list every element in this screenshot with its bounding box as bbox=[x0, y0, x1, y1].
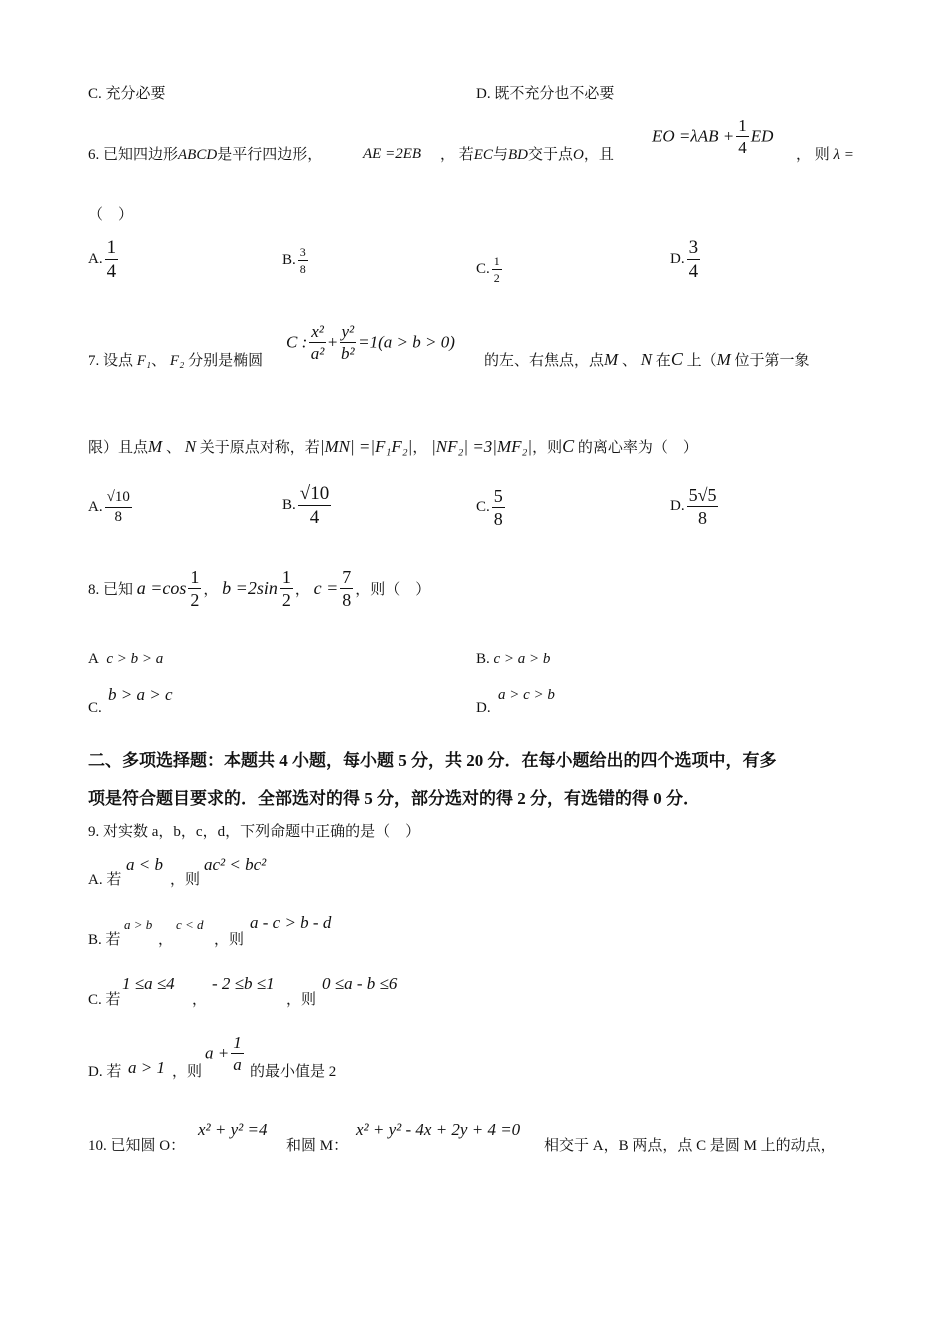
q9-d-then: ，则 bbox=[172, 1064, 203, 1080]
q9-d-frac: $\frac{1}{a}$ bbox=[233, 1033, 242, 1074]
q7-option-c: C. $\frac{5}{8}$ bbox=[476, 486, 503, 529]
q7-option-b: B. $\frac{√10}{4}$ bbox=[282, 483, 330, 528]
q10-circle-o: x² + y² =4 bbox=[198, 1120, 268, 1139]
q6-c-frac: $\frac{1}{2}$ bbox=[493, 254, 500, 285]
q5-option-c: C. 充分必要 bbox=[88, 86, 166, 102]
q8-a-frac: $\frac{1}{2}$ bbox=[190, 567, 200, 610]
q8-option-a: A c > b > a bbox=[88, 651, 164, 667]
q10-stem-a: 10. 已知圆 O： bbox=[88, 1138, 186, 1154]
q9-c-cond2: - 2 ≤b ≤1 bbox=[212, 974, 275, 993]
q9-a-result: ac² < bc² bbox=[204, 855, 267, 874]
q10-stem-c: 相交于 A，B 两点，点 C 是圆 M 上的动点， bbox=[544, 1138, 836, 1154]
q6-text: ， 则 bbox=[796, 147, 830, 163]
q6-paren: （ ） bbox=[88, 207, 134, 223]
q6-option-c: C. $\frac{1}{2}$ bbox=[476, 254, 500, 285]
q9-d-tail: 的最小值是 2 bbox=[250, 1064, 337, 1080]
section2-line1: 二、多项选择题：本题共 4 小题，每小题 5 分，共 20 分．在每小题给出的四个选项中，有多 bbox=[88, 751, 777, 770]
q9-option-b-label: B. 若 bbox=[88, 932, 121, 948]
q9-b-result: a - c > b - d bbox=[250, 913, 332, 932]
q10-circle-m: x² + y² - 4x + 2y + 4 =0 bbox=[356, 1120, 521, 1139]
q6-text: 6. 已知四边形 bbox=[88, 147, 179, 163]
q7-f1: F₁ bbox=[136, 353, 152, 369]
q9-d-expression: a + $\frac{1}{a}$ bbox=[205, 1033, 242, 1074]
q8-option-c: b > a > c bbox=[108, 685, 173, 704]
q6-option-a: A. $\frac{1}{4}$ bbox=[88, 237, 117, 282]
q9-b-cond2: c < d bbox=[176, 917, 204, 932]
q9-c-then: ，则 bbox=[286, 992, 317, 1008]
q6-o: O bbox=[572, 147, 584, 163]
q6-text: ，且 bbox=[583, 147, 614, 163]
q9-b-then: ，则 bbox=[214, 932, 245, 948]
q6-text: 与 bbox=[492, 147, 508, 163]
q6-text: ， 若 bbox=[440, 147, 474, 163]
q7-option-a: A. $\frac{√10}{8}$ bbox=[88, 489, 130, 525]
q7-y-frac: $\frac{\text{y²}}{\text{b²}}$ bbox=[341, 322, 355, 363]
q7-d-frac: $\frac{5√5}{8}$ bbox=[688, 485, 717, 528]
q9-d-cond: a > 1 bbox=[128, 1058, 165, 1077]
q7-x-frac: $\frac{\text{x²}}{\text{a²}}$ bbox=[310, 322, 325, 363]
q7-ellipse-equation: C : $\frac{\text{x²}}{\text{a²}}$ + $\frac{\text{y²}}{\text{b²}}$ =1(a > b > 0) bbox=[286, 322, 455, 363]
q9-option-a-label: A. 若 bbox=[88, 872, 122, 888]
q6-b-frac: $\frac{3}{8}$ bbox=[299, 245, 306, 276]
q7-stem-1: 7. 设点 F₁、 F₂ 分别是椭圆 bbox=[88, 353, 264, 369]
q9-c-sep: ， bbox=[192, 992, 208, 1008]
q7-c-frac: $\frac{5}{8}$ bbox=[493, 486, 503, 529]
q9-option-d-label: D. 若 bbox=[88, 1064, 122, 1080]
q6-vec-frac: $\frac{1}{4}$ bbox=[738, 116, 747, 157]
q6-bd: BD bbox=[507, 147, 528, 163]
q6-stem-3 bbox=[796, 143, 854, 164]
q6-stem bbox=[88, 143, 322, 164]
q9-c-result: 0 ≤a - b ≤6 bbox=[322, 974, 398, 993]
q7-eq2: |NF₂| =3|MF₂| bbox=[431, 437, 533, 456]
q8-option-b: B. c > a > b bbox=[476, 651, 551, 667]
q9-b-cond1: a > b bbox=[124, 917, 153, 932]
q7-a-frac: $\frac{√10}{8}$ bbox=[106, 489, 130, 525]
q9-b-sep: ， bbox=[158, 932, 174, 948]
q6-vec-rhs: ED bbox=[750, 126, 774, 146]
q7-stem-2: 的左、右焦点，点M 、 N 在C 上（M 位于第一象 bbox=[484, 349, 810, 369]
q6-vec-lhs: EO =λAB + bbox=[652, 126, 735, 146]
q7-stem-3: 限）且点M 、 N 关于原点对称，若|MN| =|F₁F₂|， |NF₂| =3|MF₂|，则C 的离心率为（ ） bbox=[88, 436, 698, 456]
q7-option-d: D. $\frac{5√5}{8}$ bbox=[670, 485, 717, 528]
q10-stem-b: 和圆 M： bbox=[286, 1138, 349, 1154]
q6-lambda: λ = bbox=[833, 147, 854, 163]
q9-c-cond1: 1 ≤a ≤4 bbox=[122, 974, 175, 993]
q6-a-frac: $\frac{1}{4}$ bbox=[106, 237, 117, 282]
q6-text: 是平行四边形， bbox=[217, 147, 323, 163]
q9-a-cond: a < b bbox=[126, 855, 163, 874]
q7-eq1: |MN| =|F₁F₂| bbox=[319, 437, 413, 456]
q8-option-c-label: C. bbox=[88, 700, 102, 716]
q8-option-d-label: D. bbox=[476, 700, 491, 716]
q7-f2: F₂ bbox=[169, 353, 185, 369]
q8-b-frac: $\frac{1}{2}$ bbox=[281, 567, 291, 610]
q9-option-c-label: C. 若 bbox=[88, 992, 121, 1008]
q6-d-frac: $\frac{3}{4}$ bbox=[688, 237, 699, 282]
q6-vector-equation bbox=[652, 117, 773, 156]
q9-a-then: ，则 bbox=[170, 872, 201, 888]
q8-c-frac: $\frac{7}{8}$ bbox=[342, 567, 352, 610]
q8-option-d: a > c > b bbox=[498, 687, 555, 703]
q8-stem: 8. 已知 a =cos $\frac{1}{2}$ ， b =2sin $\frac{1}{2}$ ， c = $\frac{7}{8}$ ，则（ ） bbox=[88, 567, 431, 610]
q5-option-d: D. 既不充分也不必要 bbox=[476, 86, 615, 102]
section2-line2: 项是符合题目要求的．全部选对的得 5 分，部分选对的得 2 分，有选错的得 0 分． bbox=[88, 789, 700, 808]
q6-ae-eq: AE =2EB bbox=[363, 146, 422, 162]
q6-option-d: D. $\frac{3}{4}$ bbox=[670, 237, 699, 282]
q6-abcd: ABCD bbox=[178, 147, 218, 163]
q7-b-frac: $\frac{√10}{4}$ bbox=[299, 483, 330, 528]
q9-stem: 9. 对实数 a，b，c，d，下列命题中正确的是（ ） bbox=[88, 824, 421, 840]
q6-stem-2 bbox=[440, 143, 614, 164]
q6-ec: EC bbox=[473, 147, 493, 163]
q6-text: 交于点 bbox=[527, 147, 573, 163]
q6-option-b: B. $\frac{3}{8}$ bbox=[282, 245, 306, 276]
